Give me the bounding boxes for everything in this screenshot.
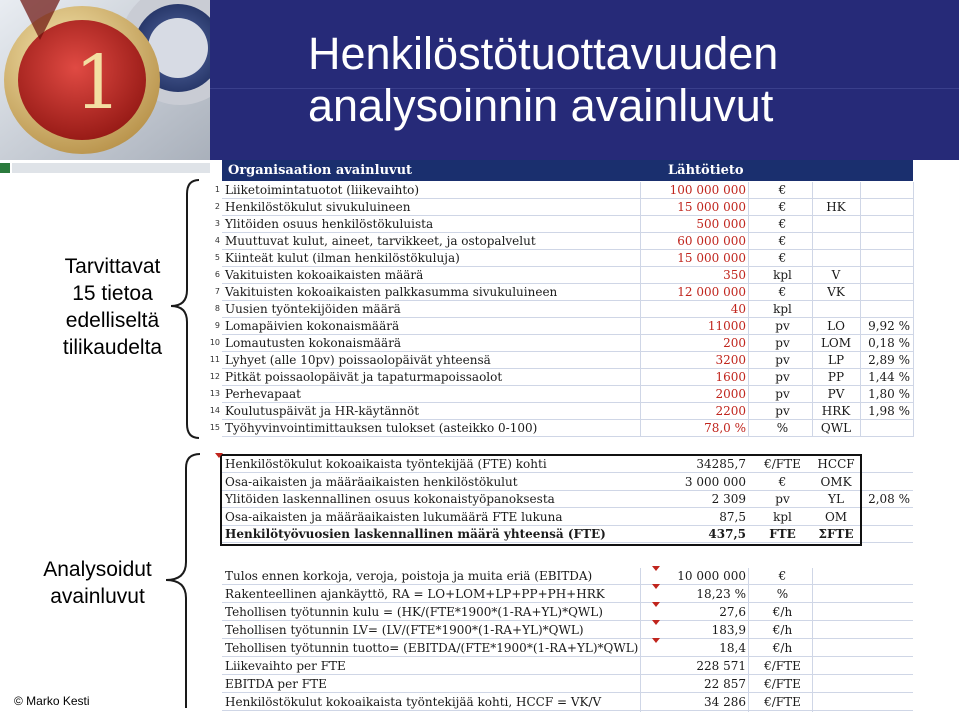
row-unit: pv bbox=[775, 353, 790, 367]
row-unit: € bbox=[778, 234, 787, 248]
fte-value: 437,5 bbox=[708, 527, 746, 541]
row-number: 4 bbox=[214, 236, 220, 245]
row-number: 3 bbox=[214, 219, 220, 228]
fte-value: 2 309 bbox=[711, 492, 746, 506]
row-code: PP bbox=[827, 370, 845, 384]
grid-line bbox=[748, 568, 749, 712]
grid-line bbox=[640, 568, 641, 712]
grid-line bbox=[812, 568, 813, 712]
row-percent: 1,80 % bbox=[868, 387, 910, 401]
kpi-value: 228 571 bbox=[696, 659, 746, 673]
row-label: Vakituisten kokoaikaisten määrä bbox=[225, 268, 424, 282]
kpi-row bbox=[200, 622, 914, 639]
title-line-1: Henkilöstötuottavuuden bbox=[308, 28, 779, 79]
kpi-label: Rakenteellinen ajankäyttö, RA = LO+LOM+LP+PP+PH+HRK bbox=[225, 587, 605, 601]
row-code: QWL bbox=[820, 421, 852, 435]
row-number: 13 bbox=[209, 389, 220, 398]
row-unit: pv bbox=[775, 387, 790, 401]
row-number: 14 bbox=[209, 406, 220, 415]
kpi-value: 18,4 bbox=[719, 641, 746, 655]
row-value: 78,0 % bbox=[704, 421, 746, 435]
row-value: 2000 bbox=[715, 387, 746, 401]
row-label: Vakituisten kokoaikaisten palkkasumma sivukuluineen bbox=[225, 285, 558, 299]
row-code: V bbox=[831, 268, 841, 282]
fte-unit: € bbox=[778, 474, 787, 489]
row-code: LOM bbox=[820, 336, 852, 350]
required-label-line: Tarvittavat bbox=[64, 255, 161, 278]
kpi-value: 183,9 bbox=[711, 623, 746, 637]
row-unit: pv bbox=[775, 336, 790, 350]
row-value: 200 bbox=[723, 336, 746, 350]
fte-label: Henkilötyövuosien laskennallinen määrä yhteensä (FTE) bbox=[225, 527, 606, 541]
row-value: 2200 bbox=[715, 404, 746, 418]
kpi-unit: €/h bbox=[772, 623, 793, 637]
slide-title bbox=[308, 28, 778, 132]
svg-text:1: 1 bbox=[74, 40, 122, 126]
table-row bbox=[200, 182, 914, 199]
row-value: 1600 bbox=[715, 370, 746, 384]
medal-photo bbox=[0, 0, 210, 160]
row-label: Perhevapaat bbox=[225, 387, 301, 401]
required-data-label bbox=[40, 253, 185, 361]
row-label: Liiketoimintatuotot (liikevaihto) bbox=[225, 183, 420, 197]
kpi-label: Tehollisen työtunnin tuotto= (EBITDA/(FTE*1900*(1-RA+YL)*QWL) bbox=[225, 641, 639, 655]
comment-marker bbox=[652, 602, 660, 607]
row-unit: kpl bbox=[773, 302, 792, 316]
grid-line bbox=[748, 182, 749, 437]
row-unit: kpl bbox=[773, 268, 792, 282]
row-label: Työhyvinvointimittauksen tulokset (asteikko 0-100) bbox=[225, 421, 538, 435]
header-source-data: Lähtötieto bbox=[668, 163, 744, 178]
row-number: 7 bbox=[214, 287, 220, 296]
row-label: Henkilöstökulut sivukuluineen bbox=[225, 200, 411, 214]
table-row bbox=[200, 216, 914, 233]
row-number: 11 bbox=[209, 355, 220, 364]
row-percent: 0,18 % bbox=[868, 336, 910, 350]
row-unit: pv bbox=[775, 370, 790, 384]
sheet-header bbox=[222, 160, 913, 181]
comment-marker bbox=[215, 453, 223, 458]
kpi-label: Tehollisen työtunnin kulu = (HK/(FTE*1900*(1-RA+YL)*QWL) bbox=[225, 605, 603, 619]
fte-label: Henkilöstökulut kokoaikaista työntekijää (FTE) kohti bbox=[225, 457, 547, 471]
row-value: 15 000 000 bbox=[677, 200, 746, 214]
row-unit: pv bbox=[775, 319, 790, 333]
row-unit: € bbox=[778, 217, 787, 231]
table-row bbox=[200, 199, 914, 216]
table-row bbox=[200, 267, 914, 284]
row-code: HRK bbox=[821, 404, 851, 418]
table-row bbox=[200, 335, 914, 352]
kpi-row bbox=[200, 568, 914, 585]
analyzed-label-line: avainluvut bbox=[50, 585, 145, 608]
row-value: 500 000 bbox=[696, 217, 746, 231]
row-number: 10 bbox=[209, 338, 220, 347]
kpi-label: EBITDA per FTE bbox=[225, 677, 327, 691]
row-number: 5 bbox=[214, 253, 220, 262]
kpi-value: 18,23 % bbox=[696, 587, 746, 601]
fte-code: YL bbox=[828, 492, 844, 506]
comment-marker bbox=[652, 566, 660, 571]
kpi-unit: €/FTE bbox=[764, 695, 801, 709]
fte-code: HCCF bbox=[817, 457, 855, 471]
fte-code: ΣFTE bbox=[818, 527, 854, 541]
row-number: 12 bbox=[209, 372, 220, 381]
kpi-row bbox=[200, 694, 914, 711]
fte-unit: pv bbox=[775, 492, 790, 506]
row-label: Muuttuvat kulut, aineet, tarvikkeet, ja ostopalvelut bbox=[225, 234, 536, 248]
brace-analyzed bbox=[160, 452, 202, 710]
comment-marker bbox=[652, 584, 660, 589]
required-label-line: edelliseltä bbox=[65, 309, 160, 332]
fte-value: 3 000 000 bbox=[684, 474, 746, 489]
row-label: Koulutuspäivät ja HR-käytännöt bbox=[225, 404, 420, 418]
table-row bbox=[200, 250, 914, 267]
kpi-label: Liikevaihto per FTE bbox=[225, 659, 346, 673]
row-label: Kiinteät kulut (ilman henkilöstökuluja) bbox=[225, 251, 460, 265]
table-row bbox=[200, 420, 914, 437]
fte-value: 87,5 bbox=[719, 509, 746, 524]
fte-percent: 2,08 % bbox=[868, 492, 910, 506]
comment-marker bbox=[652, 620, 660, 625]
row-number: 8 bbox=[214, 304, 220, 313]
fte-summary-box bbox=[220, 454, 862, 546]
row-percent: 9,92 % bbox=[868, 319, 910, 333]
row-number: 15 bbox=[209, 423, 220, 432]
grid-line bbox=[913, 182, 914, 437]
row-label: Ylitöiden osuus henkilöstökuluista bbox=[225, 217, 434, 231]
copyright: © Marko Kesti bbox=[14, 694, 90, 708]
row-code: LO bbox=[827, 319, 845, 333]
row-unit: € bbox=[778, 285, 787, 299]
row-unit: pv bbox=[775, 404, 790, 418]
fte-value: 34285,7 bbox=[696, 457, 746, 471]
row-value: 15 000 000 bbox=[677, 251, 746, 265]
kpi-unit: % bbox=[776, 587, 789, 601]
fte-label: Osa-aikaisten ja määräaikaisten lukumäärä FTE lukuna bbox=[225, 509, 563, 524]
color-stripes bbox=[0, 160, 210, 170]
row-number: 2 bbox=[214, 202, 220, 211]
kpi-label: Tehollisen työtunnin LV= (LV/(FTE*1900*(1-RA+YL)*QWL) bbox=[225, 623, 584, 637]
row-percent: 2,89 % bbox=[868, 353, 910, 367]
fte-code: OM bbox=[824, 509, 848, 524]
analyzed-label-line: Analysoidut bbox=[43, 558, 152, 581]
kpi-label: Tulos ennen korkoja, veroja, poistoja ja muita eriä (EBITDA) bbox=[225, 569, 593, 583]
kpi-unit: €/FTE bbox=[764, 677, 801, 691]
row-code: LP bbox=[827, 353, 845, 367]
row-value: 100 000 000 bbox=[669, 183, 746, 197]
grid-line bbox=[860, 182, 861, 437]
analyzed-label bbox=[30, 556, 165, 610]
kpi-value: 27,6 bbox=[719, 605, 746, 619]
kpi-unit: €/FTE bbox=[764, 659, 801, 673]
fte-unit: €/FTE bbox=[764, 457, 801, 471]
row-number: 6 bbox=[214, 270, 220, 279]
kpi-row bbox=[200, 676, 914, 693]
required-label-line: 15 tietoa bbox=[72, 282, 153, 305]
fte-code: OMK bbox=[820, 474, 852, 489]
table-row bbox=[200, 284, 914, 301]
row-value: 350 bbox=[723, 268, 746, 282]
table-row bbox=[200, 233, 914, 250]
title-line-2: analysoinnin avainluvut bbox=[308, 80, 774, 131]
table-row bbox=[200, 386, 914, 403]
fte-label: Ylitöiden laskennallinen osuus kokonaistyöpanoksesta bbox=[225, 492, 555, 506]
row-value: 11000 bbox=[707, 319, 746, 333]
kpi-label: Henkilöstökulut kokoaikaista työntekijää kohti, HCCF = VK/V bbox=[225, 695, 602, 709]
grid-line bbox=[812, 182, 813, 437]
kpi-value: 34 286 bbox=[704, 695, 746, 709]
row-unit: € bbox=[778, 251, 787, 265]
row-unit: € bbox=[778, 183, 787, 197]
required-label-line: tilikaudelta bbox=[62, 336, 163, 359]
fte-unit: kpl bbox=[773, 509, 792, 524]
row-code: VK bbox=[827, 285, 845, 299]
fte-label: Osa-aikaisten ja määräaikaisten henkilöstökulut bbox=[225, 474, 518, 489]
row-label: Lyhyet (alle 10pv) poissaolopäivät yhteensä bbox=[225, 353, 491, 367]
row-value: 12 000 000 bbox=[677, 285, 746, 299]
row-unit: % bbox=[776, 421, 789, 435]
table-row bbox=[200, 369, 914, 386]
row-value: 40 bbox=[730, 302, 746, 316]
kpi-row bbox=[200, 658, 914, 675]
row-label: Pitkät poissaolopäivät ja tapaturmapoissaolot bbox=[225, 370, 503, 384]
kpi-unit: €/h bbox=[772, 641, 793, 655]
table-row bbox=[200, 403, 914, 420]
grid-line bbox=[640, 182, 641, 437]
kpi-value: 22 857 bbox=[704, 677, 746, 691]
row-code: HK bbox=[826, 200, 846, 214]
row-number: 1 bbox=[214, 185, 220, 194]
row-value: 3200 bbox=[715, 353, 746, 367]
row-unit: € bbox=[778, 200, 787, 214]
table-row bbox=[200, 301, 914, 318]
row-label: Uusien työntekijöiden määrä bbox=[225, 302, 401, 316]
header-key-figures: Organisaation avainluvut bbox=[228, 163, 413, 178]
kpi-row bbox=[200, 604, 914, 621]
row-label: Lomapäivien kokonaismäärä bbox=[225, 319, 400, 333]
row-percent: 1,98 % bbox=[868, 404, 910, 418]
row-number: 9 bbox=[214, 321, 220, 330]
comment-marker bbox=[652, 638, 660, 643]
kpi-value: 10 000 000 bbox=[677, 569, 746, 583]
fte-unit: FTE bbox=[769, 527, 796, 541]
row-label: Lomautusten kokonaismäärä bbox=[225, 336, 402, 350]
table-row bbox=[200, 318, 914, 335]
kpi-unit: € bbox=[778, 569, 787, 583]
kpi-unit: €/h bbox=[772, 605, 793, 619]
brace-required bbox=[165, 178, 201, 440]
row-value: 60 000 000 bbox=[677, 234, 746, 248]
kpi-row bbox=[200, 586, 914, 603]
row-percent: 1,44 % bbox=[868, 370, 910, 384]
row-code: PV bbox=[827, 387, 845, 401]
kpi-row bbox=[200, 640, 914, 657]
table-row bbox=[200, 352, 914, 369]
